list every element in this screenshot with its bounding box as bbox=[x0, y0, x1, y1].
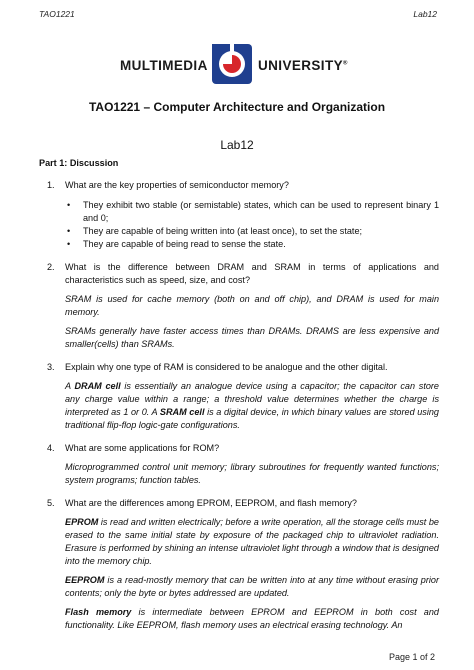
header-course-code: TAO1221 bbox=[39, 9, 75, 19]
university-emblem-icon bbox=[210, 42, 254, 86]
list-item: • They exhibit two stable (or semistable) states, which can be used to represent binary 1 and 0; bbox=[67, 200, 439, 223]
answer-text: EPROM is read and written electrically; before a write operation, all the storage cells must be erased to the same initial state by exposure of the packaged chip to ultraviolet radiation. Erasure is performed by shining an intense ultraviolet light through a window that is designed into the memory chip. bbox=[65, 517, 439, 566]
university-logo bbox=[0, 38, 474, 84]
question-number: 1. bbox=[47, 180, 55, 190]
bullet-icon: • bbox=[67, 200, 71, 210]
question-1 bbox=[39, 179, 439, 251]
logo-text-right: UNIVERSITY® bbox=[258, 58, 348, 73]
list-item: • They are capable of being read to sense the state. bbox=[67, 239, 286, 249]
answer-text: A DRAM cell is essentially an analogue device using a capacitor; the capacitor can store any charge value within a range; a threshold value determines whether the charge is interpreted as 1 or 0. A SRAM cell is a digital device, in which binary values are stored using traditional flip-flop logic-gate configurations. bbox=[65, 381, 439, 430]
question-number: 4. bbox=[47, 443, 55, 453]
document-subtitle: Lab12 bbox=[220, 138, 254, 152]
question-text: What are the key properties of semiconductor memory? bbox=[65, 180, 289, 190]
section-heading: Part 1: Discussion bbox=[39, 158, 119, 168]
question-number: 2. bbox=[47, 262, 55, 272]
question-number: 3. bbox=[47, 362, 55, 372]
question-4 bbox=[39, 442, 439, 487]
question-3 bbox=[39, 361, 439, 432]
answer-text: Flash memory is intermediate between EPROM and EEPROM in both cost and functionality. Like EEPROM, flash memory uses an electrical erasing technology. An bbox=[65, 607, 439, 630]
answer-text: EEPROM is a read-mostly memory that can be written into at any time without erasing prior contents; only the byte or bytes addressed are updated. bbox=[65, 575, 439, 598]
answer-text: Microprogrammed control unit memory; library subroutines for frequently wanted functions; system programs; function tables. bbox=[65, 462, 439, 485]
answer-bullet-list bbox=[39, 199, 439, 251]
document-title: TAO1221 – Computer Architecture and Organization bbox=[88, 100, 386, 114]
answer-text: SRAMs generally have faster access times than DRAMs. DRAMS are less expensive and smaller(cells) than SRAMs. bbox=[65, 326, 439, 349]
question-text: Explain why one type of RAM is considered to be analogue and the other digital. bbox=[65, 362, 388, 372]
question-text: What are the differences among EPROM, EEPROM, and flash memory? bbox=[65, 498, 357, 508]
logo-text-left: MULTIMEDIA bbox=[120, 58, 208, 73]
list-item: • They are capable of being written into (at least once), to set the state; bbox=[67, 226, 363, 236]
page-number: Page 1 of 2 bbox=[388, 652, 435, 662]
answer-text: SRAM is used for cache memory (both on and off chip), and DRAM is used for main memory. bbox=[65, 294, 439, 317]
bullet-icon: • bbox=[67, 239, 71, 249]
question-2 bbox=[39, 261, 439, 351]
question-number: 5. bbox=[47, 498, 55, 508]
question-text: What are some applications for ROM? bbox=[65, 443, 220, 453]
question-5 bbox=[39, 497, 439, 632]
question-text: What is the difference between DRAM and SRAM in terms of applications and characteristics such as speed, size, and cost? bbox=[65, 262, 439, 285]
header-lab-label: Lab12 bbox=[413, 9, 437, 19]
bullet-icon: • bbox=[67, 226, 71, 236]
document-body bbox=[39, 157, 439, 632]
